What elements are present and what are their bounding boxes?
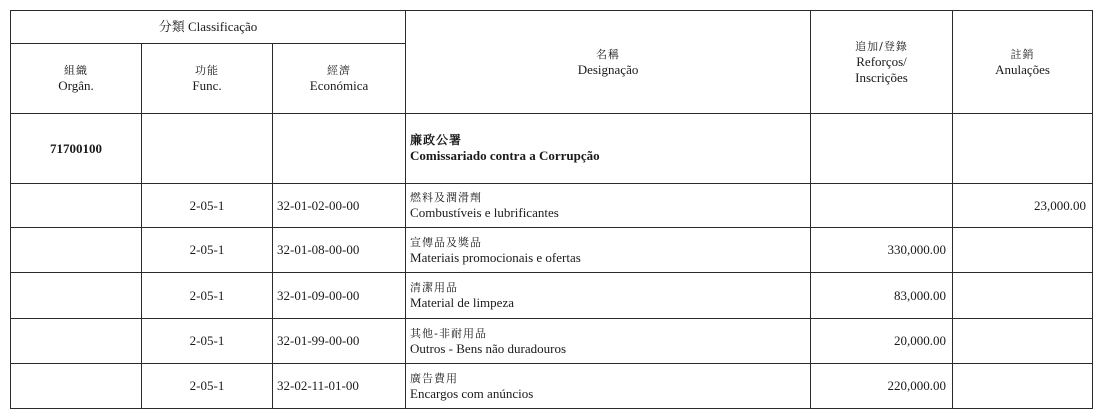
anulacoes-header: 註銷 Anulações [953, 11, 1093, 114]
table-row [11, 319, 1093, 364]
row-anulacoes [953, 319, 1093, 364]
row-reforcos: 83,000.00 [811, 273, 953, 319]
reforcos-header: 追加/登錄 Reforços/ Inscrições [811, 11, 953, 114]
table-row [11, 184, 1093, 228]
designation-header: 名稱 Designação [406, 11, 811, 114]
row-organ-cell [11, 273, 142, 319]
organ-code: 71700100 [11, 114, 142, 184]
econ-header: 經濟 Económica [273, 44, 406, 114]
row-reforcos: 20,000.00 [811, 319, 953, 364]
row-func: 2-05-1 [142, 319, 273, 364]
row-designation: 清潔用品 Material de limpeza [406, 273, 811, 319]
organ-reforcos-cell [811, 114, 953, 184]
row-econ: 32-01-99-00-00 [273, 319, 406, 364]
row-organ-cell [11, 364, 142, 409]
row-func: 2-05-1 [142, 273, 273, 319]
row-organ-cell [11, 228, 142, 273]
row-econ: 32-01-08-00-00 [273, 228, 406, 273]
organ-header: 組織 Orgân. [11, 44, 142, 114]
row-anulacoes [953, 228, 1093, 273]
row-organ-cell [11, 319, 142, 364]
func-header: 功能 Func. [142, 44, 273, 114]
organ-name: 廉政公署 Comissariado contra a Corrupção [406, 114, 811, 184]
row-econ: 32-01-02-00-00 [273, 184, 406, 228]
row-reforcos: 220,000.00 [811, 364, 953, 409]
row-designation: 廣告費用 Encargos com anúncios [406, 364, 811, 409]
row-anulacoes [953, 364, 1093, 409]
row-reforcos [811, 184, 953, 228]
row-designation: 宣傳品及獎品 Materiais promocionais e ofertas [406, 228, 811, 273]
row-func: 2-05-1 [142, 184, 273, 228]
organ-econ-cell [273, 114, 406, 184]
organ-anulacoes-cell [953, 114, 1093, 184]
budget-table [10, 10, 1093, 409]
row-func: 2-05-1 [142, 228, 273, 273]
organ-row [11, 114, 1093, 184]
row-reforcos: 330,000.00 [811, 228, 953, 273]
table-row [11, 273, 1093, 319]
classification-header: 分類 Classificação [11, 11, 406, 44]
table-row [11, 228, 1093, 273]
row-anulacoes: 23,000.00 [953, 184, 1093, 228]
row-anulacoes [953, 273, 1093, 319]
row-econ: 32-01-09-00-00 [273, 273, 406, 319]
table-row [11, 364, 1093, 409]
row-econ: 32-02-11-01-00 [273, 364, 406, 409]
organ-func-cell [142, 114, 273, 184]
row-designation: 燃料及潤滑劑 Combustíveis e lubrificantes [406, 184, 811, 228]
row-designation: 其他-非耐用品 Outros - Bens não duradouros [406, 319, 811, 364]
row-organ-cell [11, 184, 142, 228]
row-func: 2-05-1 [142, 364, 273, 409]
